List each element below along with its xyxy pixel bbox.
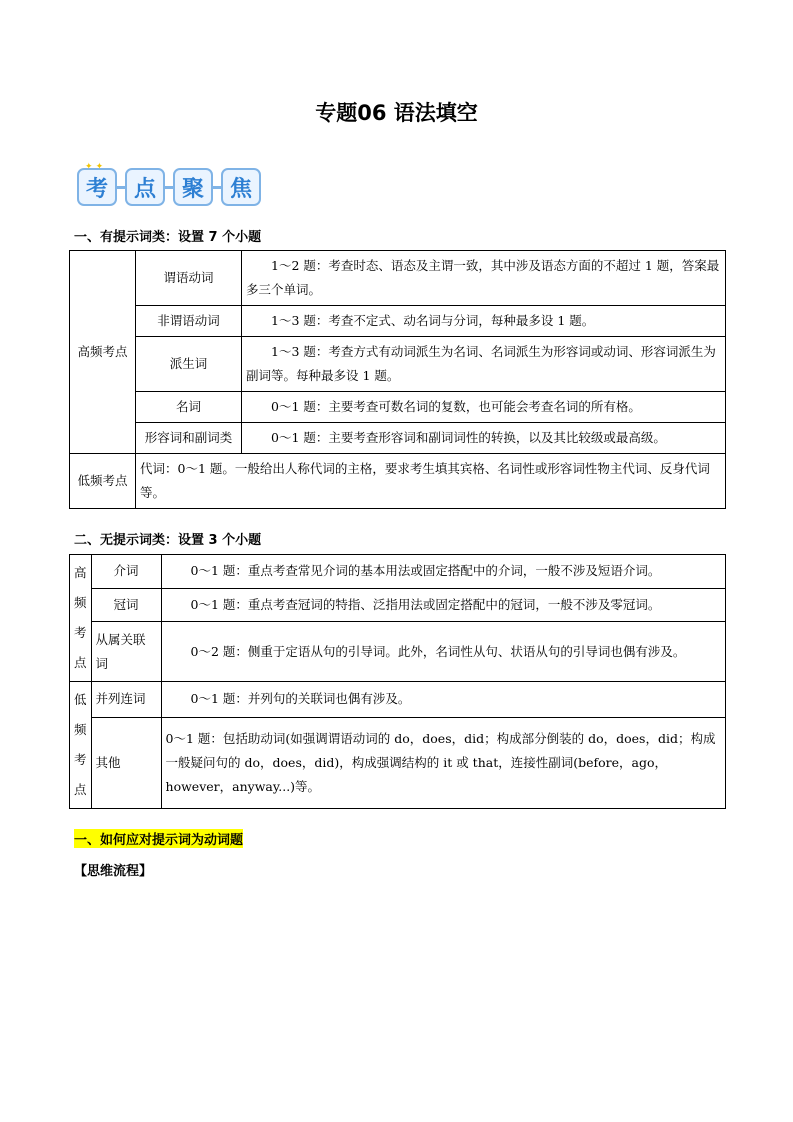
table-row (70, 682, 726, 718)
point-name: 介词 (91, 555, 161, 589)
point-desc: 1～3 题：考查不定式、动名词与分词，每种最多设 1 题。 (242, 306, 726, 337)
point-desc: 0～1 题：重点考查冠词的特指、泛指用法或固定搭配中的冠词，一般不涉及零冠词。 (161, 588, 725, 622)
point-name: 名词 (136, 392, 242, 423)
point-name: 形容词和副词类 (136, 423, 242, 454)
point-name: 非谓语动词 (136, 306, 242, 337)
point-desc: 0～1 题：主要考查形容词和副词词性的转换，以及其比较级或最高级。 (242, 423, 726, 454)
low-freq-label: 低 频 考 点 (70, 682, 92, 809)
banner-char-1: ✦ ✦ 考 (77, 168, 117, 206)
point-desc: 0～1 题：包括助动词(如强调谓语动词的 do，does，did；构成部分倒装的 do，does，did；构成一般疑问句的 do，does，did)，构成强调结构的 it 或 that，连接性副词(before，ago，however，anyway...)等。 (161, 717, 725, 808)
table-row (70, 392, 726, 423)
table-row (70, 555, 726, 589)
table-row (70, 306, 726, 337)
star-icon: ✦ ✦ (85, 162, 104, 172)
section2-heading: 二、无提示词类：设置 3 个小题 (74, 533, 262, 548)
point-desc: 0～1 题：并列句的关联词也偶有涉及。 (161, 682, 725, 718)
point-desc: 0～2 题：侧重于定语从句的引导词。此外，名词性从句、状语从句的引导词也偶有涉及。 (161, 622, 725, 682)
table-row (70, 622, 726, 682)
point-desc: 1～2 题：考查时态、语态及主谓一致，其中涉及语态方面的不超过 1 题，答案最多三个单词。 (242, 251, 726, 306)
page-title: 专题06 语法填空 (315, 101, 478, 125)
section2-table (69, 554, 726, 809)
point-name: 冠词 (91, 588, 161, 622)
banner-char-2: 点 (125, 168, 165, 206)
kaodian-jujiao-banner (77, 162, 261, 208)
table-row (70, 588, 726, 622)
low-freq-label: 低频考点 (70, 454, 136, 509)
banner-char-3: 聚 (173, 168, 213, 206)
table-row (70, 717, 726, 808)
point-name: 谓语动词 (136, 251, 242, 306)
point-name: 并列连词 (91, 682, 161, 718)
table-row (70, 337, 726, 392)
high-freq-label: 高频考点 (70, 251, 136, 454)
section1-heading: 一、有提示词类：设置 7 个小题 (74, 230, 262, 245)
point-name: 其他 (91, 717, 161, 808)
table-row (70, 251, 726, 306)
low-freq-desc: 代词：0～1 题。一般给出人称代词的主格，要求考生填其宾格、名词性或形容词性物主代词、反身代词等。 (136, 454, 726, 509)
point-desc: 1～3 题：考查方式有动词派生为名词、名词派生为形容词或动词、形容词派生为副词等。每种最多设 1 题。 (242, 337, 726, 392)
point-desc: 0～1 题：主要考查可数名词的复数，也可能会考查名词的所有格。 (242, 392, 726, 423)
point-name: 派生词 (136, 337, 242, 392)
table-row (70, 454, 726, 509)
point-name: 从属关联词 (91, 622, 161, 682)
banner-char-4: 焦 (221, 168, 261, 206)
section1-table (69, 250, 726, 509)
table-row (70, 423, 726, 454)
sub-heading: 【思维流程】 (74, 864, 153, 879)
point-desc: 0～1 题：重点考查常见介词的基本用法或固定搭配中的介词，一般不涉及短语介词。 (161, 555, 725, 589)
high-freq-label: 高 频 考 点 (70, 555, 92, 682)
highlighted-heading: 一、如何应对提示词为动词题 (74, 829, 243, 848)
